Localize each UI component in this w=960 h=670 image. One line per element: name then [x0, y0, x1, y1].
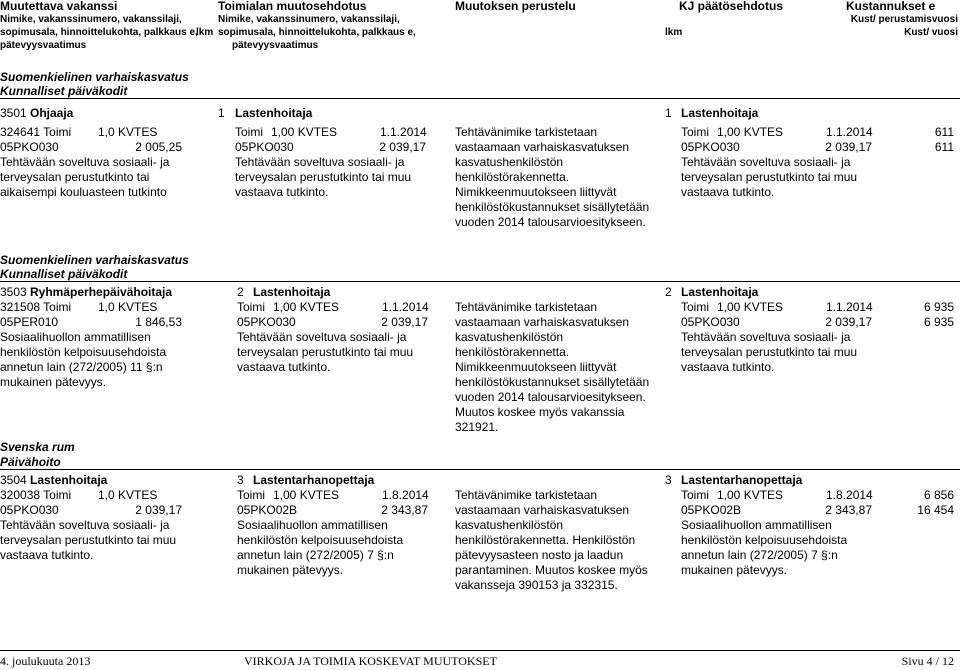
- section-divider: [0, 469, 960, 470]
- kj-vacancy-code: 05PKO030: [681, 315, 740, 329]
- kj-vacancy-salary: 2 039,17: [825, 315, 872, 329]
- new-vacancy-salary: 2 039,17: [379, 140, 426, 154]
- kj-vacancy-requirement: Sosiaalihuollon ammatillisen henkilöstön kelpoisuusehdoista annetun lain (272/2005) 7 §:n mukainen pätevyys.: [681, 518, 848, 577]
- old-vacancy-extent: 1,0 KVTES: [98, 488, 158, 502]
- cost-per-year: 611: [934, 140, 954, 154]
- header-col1-sub1: Nimike, vakanssinumero, vakanssilaji,: [0, 14, 182, 25]
- new-vacancy-date: 1.8.2014: [382, 488, 429, 502]
- vacancy-unit: Lastenhoitaja: [30, 473, 108, 487]
- footer-page-number: Sivu 4 / 12: [901, 654, 954, 668]
- old-vacancy-requirement: Sosiaalihuollon ammatillisen henkilöstön kelpoisuusehdoista annetun lain (272/2005) 11 §:n mukainen pätevyys.: [0, 330, 167, 389]
- header-col5-title: Kustannukset e: [846, 0, 936, 13]
- cost-first-year: 6 935: [923, 300, 954, 314]
- footer-divider: [0, 650, 960, 651]
- new-title: Lastenhoitaja: [235, 106, 313, 120]
- change-reason: Tehtävänimike tarkistetaan vastaamaan varhaiskasvatuksen kasvatushenkilöstön henkilöstörakennetta. Nimikkeenmuutokseen liittyvät henkilöstökustannukset sisällytetään vuoden 2014 talousarvioesitykseen. Muutos koskee myös vakanssia 321921.: [455, 300, 650, 434]
- change-reason: Tehtävänimike tarkistetaan vastaamaan varhaiskasvatuksen kasvatushenkilöstön henkilöstörakennetta. Henkilöstön pätevyysasteen nosto ja laadun parantaminen. Muutos koskee myös vakansseja 390153 ja 332315.: [455, 488, 648, 592]
- new-vacancy-requirement: Sosiaalihuollon ammatillisen henkilöstön kelpoisuusehdoista annetun lain (272/2005) 7 §:n mukainen pätevyys.: [237, 518, 404, 577]
- new-vacancy-requirement: Tehtävään soveltuva sosiaali- ja terveysalan perustutkinto tai muu vastaava tutkinto.: [235, 155, 412, 199]
- section-heading: Suomenkielinen varhaiskasvatus: [0, 253, 189, 267]
- footer-title: VIRKOJA JA TOIMIA KOSKEVAT MUUTOKSET: [244, 654, 497, 668]
- new-vacancy-code: 05PKO02B: [237, 503, 298, 517]
- footer-date: 4. joulukuuta 2013: [0, 654, 91, 668]
- new-vacancy-extent: 1,00 KVTES: [271, 125, 338, 139]
- header-col2-title: Toimialan muutosehdotus: [218, 0, 367, 13]
- section-heading: Suomenkielinen varhaiskasvatus: [0, 70, 189, 84]
- kj-vacancy-requirement: Tehtävään soveltuva sosiaali- ja terveysalan perustutkinto tai muu vastaava tutkinto.: [681, 330, 858, 374]
- kj-vacancy-code: 05PKO030: [681, 140, 740, 154]
- new-vacancy-salary: 2 343,87: [381, 503, 428, 517]
- old-vacancy-salary: 1 846,53: [135, 315, 182, 329]
- old-vacancy-salary: 2 005,25: [135, 140, 182, 154]
- header-col1-sub2: sopimusala, hinnoittelukohta, palkkaus e,: [0, 27, 198, 38]
- kj-count: 3: [665, 473, 672, 487]
- vacancy-code: 3504: [0, 473, 27, 487]
- new-title: Lastenhoitaja: [253, 285, 331, 299]
- kj-vacancy-type: Toimi: [681, 300, 710, 314]
- cost-first-year: 611: [934, 125, 954, 139]
- change-reason: Tehtävänimike tarkistetaan vastaamaan varhaiskasvatuksen kasvatushenkilöstön henkilöstörakennetta. Nimikkeenmuutokseen liittyvät henkilöstökustannukset sisällytetään vuoden 2014 talousarvioesitykseen.: [455, 125, 650, 229]
- old-vacancy-salary: 2 039,17: [135, 503, 182, 517]
- kj-vacancy-extent: 1,00 KVTES: [717, 300, 784, 314]
- kj-vacancy-salary: 2 039,17: [825, 140, 872, 154]
- kj-title: Lastenhoitaja: [681, 106, 759, 120]
- new-vacancy-date: 1.1.2014: [382, 300, 429, 314]
- section-subheading: Kunnalliset päiväkodit: [0, 267, 128, 281]
- kj-vacancy-extent: 1,00 KVTES: [717, 488, 784, 502]
- old-vacancy-extent: 1,0 KVTES: [98, 125, 158, 139]
- cost-per-year: 16 454: [917, 503, 954, 517]
- header-col1-sub3: pätevyysvaatimus: [0, 40, 87, 51]
- section-divider: [0, 281, 960, 282]
- kj-vacancy-date: 1.1.2014: [826, 300, 873, 314]
- kj-count: 2: [665, 285, 672, 299]
- vacancy-code: 3501: [0, 106, 27, 120]
- new-count: 3: [237, 473, 244, 487]
- old-vacancy-requirement: Tehtävään soveltuva sosiaali- ja terveysalan perustutkinto tai muu vastaava tutkinto.: [0, 518, 177, 562]
- header-col2-sub2: sopimusala, hinnoittelukohta, palkkaus e,: [218, 27, 416, 38]
- new-vacancy-date: 1.1.2014: [380, 125, 427, 139]
- section-subheading: Päivähoito: [0, 455, 61, 469]
- kj-count: 1: [665, 106, 672, 120]
- old-vacancy-line2: 05PKO030: [0, 140, 59, 154]
- vacancy-unit: Ohjaaja: [30, 106, 74, 120]
- header-col5-sub2: Kust/ vuosi: [904, 27, 958, 38]
- header-lkm1: lkm: [196, 27, 214, 38]
- new-vacancy-salary: 2 039,17: [381, 315, 428, 329]
- new-count: 1: [218, 106, 225, 120]
- old-vacancy-line1: 321508 Toimi: [0, 300, 72, 314]
- new-vacancy-requirement: Tehtävään soveltuva sosiaali- ja terveysalan perustutkinto tai muu vastaava tutkinto.: [237, 330, 414, 374]
- new-vacancy-type: Toimi: [237, 300, 266, 314]
- new-vacancy-type: Toimi: [235, 125, 264, 139]
- vacancy-unit: Ryhmäperhepäivähoitaja: [30, 285, 173, 299]
- cost-first-year: 6 856: [923, 488, 954, 502]
- new-vacancy-code: 05PKO030: [235, 140, 294, 154]
- section-heading: Svenska rum: [0, 440, 75, 454]
- section-divider: [0, 98, 960, 99]
- old-vacancy-line1: 320038 Toimi: [0, 488, 72, 502]
- new-vacancy-type: Toimi: [237, 488, 266, 502]
- kj-title: Lastentarhanopettaja: [681, 473, 803, 487]
- old-vacancy-requirement: Tehtävään soveltuva sosiaali- ja terveysalan perustutkinto tai aikaisempi kouluasteen tutkinto: [0, 155, 170, 199]
- vacancy-code: 3503: [0, 285, 27, 299]
- header-col4-title: KJ päätösehdotus: [679, 0, 784, 13]
- old-vacancy-extent: 1,0 KVTES: [98, 300, 158, 314]
- old-vacancy-line1: 324641 Toimi: [0, 125, 72, 139]
- new-vacancy-extent: 1,00 KVTES: [273, 300, 340, 314]
- kj-vacancy-salary: 2 343,87: [825, 503, 872, 517]
- kj-title: Lastenhoitaja: [681, 285, 759, 299]
- new-vacancy-extent: 1,00 KVTES: [273, 488, 340, 502]
- kj-vacancy-type: Toimi: [681, 488, 710, 502]
- kj-vacancy-date: 1.1.2014: [826, 125, 873, 139]
- header-col2-sub3: pätevyysvaatimus: [232, 40, 319, 51]
- header-col3-title: Muutoksen perustelu: [455, 0, 576, 13]
- kj-vacancy-code: 05PKO02B: [681, 503, 742, 517]
- new-title: Lastentarhanopettaja: [253, 473, 375, 487]
- old-vacancy-line2: 05PKO030: [0, 503, 59, 517]
- kj-vacancy-requirement: Tehtävään soveltuva sosiaali- ja terveysalan perustutkinto tai muu vastaava tutkinto.: [681, 155, 858, 199]
- section-subheading: Kunnalliset päiväkodit: [0, 84, 128, 98]
- old-vacancy-line2: 05PER010: [0, 315, 59, 329]
- header-col2-sub1: Nimike, vakanssinumero, vakanssilaji,: [218, 14, 400, 25]
- cost-per-year: 6 935: [923, 315, 954, 329]
- new-count: 2: [237, 285, 244, 299]
- header-col5-sub1: Kust/ perustamisvuosi: [850, 14, 958, 25]
- header-col4-lkm: lkm: [665, 27, 683, 38]
- new-vacancy-code: 05PKO030: [237, 315, 296, 329]
- kj-vacancy-type: Toimi: [681, 125, 710, 139]
- kj-vacancy-date: 1.8.2014: [826, 488, 873, 502]
- header-col1-title: Muutettava vakanssi: [0, 0, 118, 13]
- kj-vacancy-extent: 1,00 KVTES: [717, 125, 784, 139]
